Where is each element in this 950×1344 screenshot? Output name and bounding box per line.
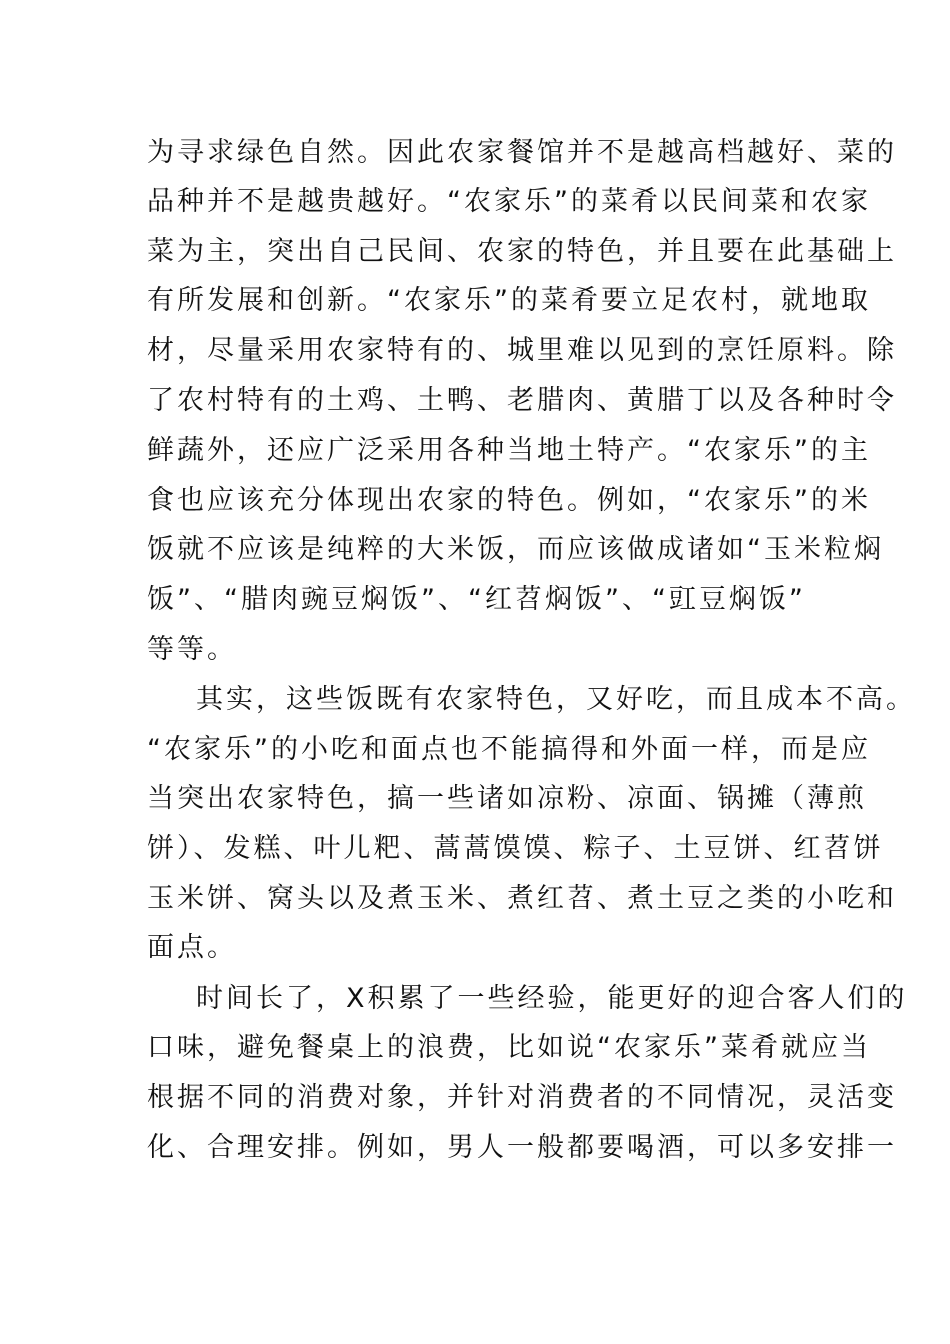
text-line: 玉米饼、窝头以及煮玉米、煮红苕、煮土豆之类的小吃和: [147, 883, 897, 914]
text-line: 菜为主，突出自己民间、农家的特色，并且要在此基础上: [147, 236, 897, 267]
text-line: 根据不同的消费对象，并针对消费者的不同情况，灵活变: [147, 1082, 897, 1113]
text-line: 材，尽量采用农家特有的、城里难以见到的烹饪原料。除: [147, 335, 897, 366]
paragraph-start-line: 其实，这些饭既有农家特色，又好吃，而且成本不高。: [196, 684, 916, 715]
text-line: 面点。: [147, 932, 237, 963]
text-line: 了农村特有的土鸡、土鸭、老腊肉、黄腊丁以及各种时令: [147, 385, 897, 416]
text-line: 饭就不应该是纯粹的大米饭，而应该做成诸如“玉米粒焖: [147, 534, 884, 565]
text-line: 饭”、“腊肉豌豆焖饭”、“红苕焖饭”、“豇豆焖饭”: [147, 584, 806, 615]
text-line: “农家乐”的小吃和面点也不能搞得和外面一样，而是应: [147, 734, 871, 765]
paragraph-start-line: 时间长了，X积累了一些经验，能更好的迎合客人们的: [196, 983, 908, 1014]
text-line: 当突出农家特色，搞一些诸如凉粉、凉面、锅摊（薄煎: [147, 783, 867, 814]
text-line: 鲜蔬外，还应广泛采用各种当地土特产。“农家乐”的主: [147, 435, 871, 466]
text-line: 有所发展和创新。“农家乐”的菜肴要立足农村，就地取: [147, 285, 871, 316]
text-line: 食也应该充分体现出农家的特色。例如，“农家乐”的米: [147, 485, 871, 516]
text-line: 口味，避免餐桌上的浪费，比如说“农家乐”菜肴就应当: [147, 1032, 871, 1063]
text-line: 品种并不是越贵越好。“农家乐”的菜肴以民间菜和农家: [147, 186, 871, 217]
text-line: 化、合理安排。例如，男人一般都要喝酒，可以多安排一: [147, 1132, 897, 1163]
text-line: 为寻求绿色自然。因此农家餐馆并不是越高档越好、菜的: [147, 137, 897, 168]
text-line: 饼）、发糕、叶儿粑、蒿蒿馍馍、粽子、土豆饼、红苕饼: [147, 833, 884, 864]
text-line: 等等。: [147, 634, 237, 665]
